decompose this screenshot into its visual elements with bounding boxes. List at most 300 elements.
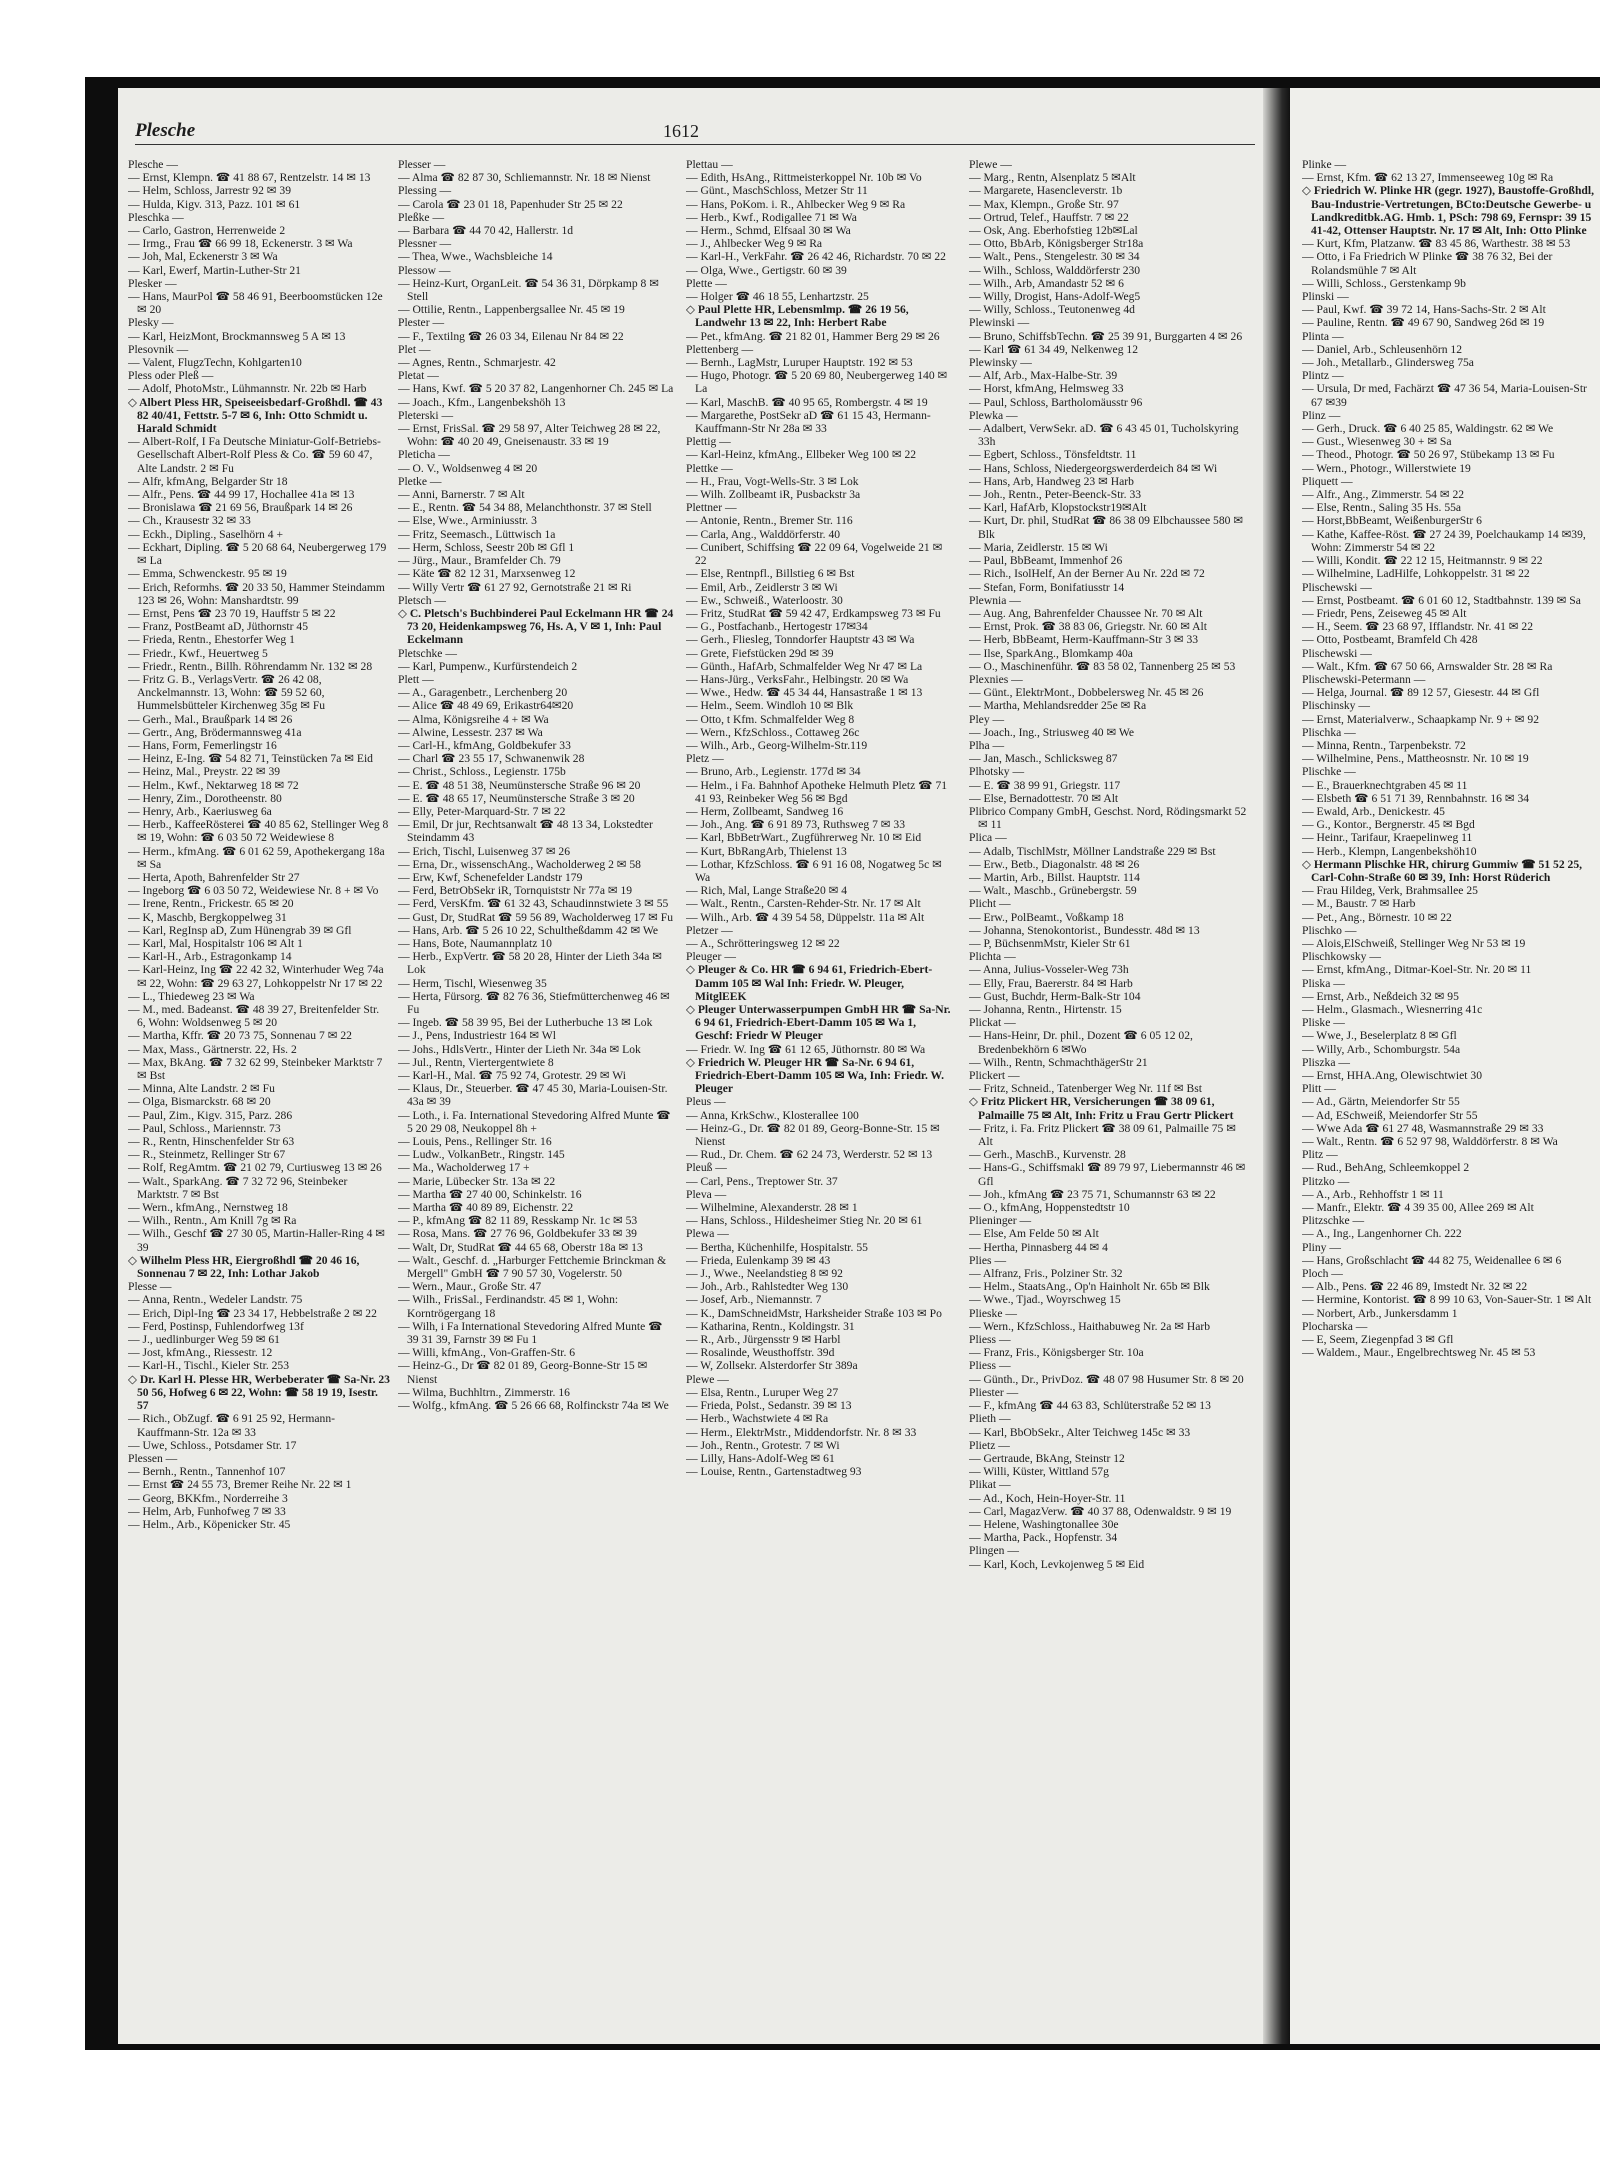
directory-entry: — Willi, Küster, Wittland 57g — [969, 1465, 1109, 1479]
directory-entry: Plischko — — [1302, 923, 1357, 937]
directory-entry: — Karl-H., Tischl., Kieler Str. 253 — [128, 1359, 290, 1373]
directory-entry: — Ferd, VersKfm. ☎ 61 32 43, Schaudinnstwiete 3 ✉ 55 — [398, 897, 669, 911]
directory-entry: — Gerh., Fliesleg, Tonndorfer Hauptstr 43 ✉ Wa — [686, 633, 915, 647]
directory-entry: — Wolfg., kfmAng. ☎ 5 26 66 68, Rolfinckstr 74a ✉ We — [398, 1399, 669, 1413]
directory-entry: — Walt., Pens., Stengelestr. 30 ✉ 34 — [969, 250, 1140, 264]
directory-entry: — Frau Hildeg, Verk, Brahmsallee 25 — [1302, 884, 1478, 898]
directory-entry: ◇ Pleuger & Co. HR ☎ 6 94 61, Friedrich-Ebert-Damm 105 ✉ Wal Inh: Friedr. W. Pleuger, MitglEEK — [686, 963, 933, 1003]
directory-entry: — Klaus, Dr., Steuerber. ☎ 47 45 30, Maria-Louisen-Str. 43a ✉ 39 — [398, 1082, 668, 1109]
directory-entry: Plischinsky — — [1302, 699, 1370, 713]
directory-entry: — E, Seem, Ziegenpfad 3 ✉ Gfl — [1302, 1333, 1454, 1347]
directory-entry: — Otto, t Kfm. Schmalfelder Weg 8 — [686, 712, 855, 726]
directory-entry: — Wern., KfzSchloss., Cottaweg 26c — [686, 725, 860, 739]
directory-entry: — Ew., Schweiß., Waterloostr. 30 — [686, 593, 843, 607]
directory-entry: — Fritz G. B., VerlagsVertr. ☎ 26 42 08, Anckelmannstr. 13, Wohn: ☎ 59 52 60, Hummelsbütteler Kirchenweg 35g ✉ Fu — [128, 672, 326, 713]
directory-entry: — Adalbert, VerwSekr. aD. ☎ 6 43 45 01, Tucholskyring 33h — [969, 422, 1239, 449]
directory-entry: — Paul, Schloss, Bartholomäusstr 96 — [969, 395, 1143, 409]
directory-entry: Plha — — [969, 738, 1005, 752]
directory-entry: — Herta, Apoth, Bahrenfelder Str 27 — [128, 870, 300, 884]
directory-entry: — Fritz, i. Fa. Fritz Plickert ☎ 38 09 61, Palmaille 75 ✉ Alt — [969, 1121, 1236, 1149]
directory-entry: — Wwe., Hedw. ☎ 45 34 44, Hansastraße 1 ✉ 13 — [686, 686, 923, 700]
directory-entry: — Bernh., LagMstr, Luruper Hauptstr. 192 ✉ 53 — [686, 356, 913, 370]
directory-entry: — Anna, Julius-Vosseler-Weg 73h — [969, 963, 1129, 977]
directory-entry: — G., Postfachanb., Hertogestr 17✉34 — [686, 620, 868, 634]
directory-column-3 — [686, 158, 956, 2010]
directory-entry: — J., uedlinburger Weg 59 ✉ 61 — [128, 1333, 280, 1347]
directory-entry: — Heinz-Kurt, OrganLeit. ☎ 54 36 31, Dörpkamp 8 ✉ Stell — [398, 276, 659, 304]
directory-entry: — Ferd, BetrObSekr iR, Tornquiststr Nr 77a ✉ 19 — [398, 884, 633, 898]
directory-entry: — Osk, Ang. Eberhofstieg 12b✉Lal — [969, 224, 1138, 238]
directory-entry: — Elly, Peter-Marquard-Str. 7 ✉ 22 — [398, 804, 566, 818]
directory-entry: — Joh., Ang. ☎ 6 91 89 73, Ruthsweg 7 ✉ 33 — [686, 818, 906, 832]
directory-entry: — Friedr., Rentn., Billh. Röhrendamm Nr. 132 ✉ 28 — [128, 659, 373, 673]
directory-entry: — Ernst, Postbeamt. ☎ 6 01 60 12, Stadtbahnstr. 139 ✉ Sa — [1302, 593, 1581, 607]
directory-entry: — Josef, Arb., Niemannstr. 7 — [686, 1293, 822, 1307]
directory-entry: — Holger ☎ 46 18 55, Lenhartzstr. 25 — [686, 290, 869, 304]
directory-entry: — Heinz-G., Dr ☎ 82 01 89, Georg-Bonne-Str 15 ✉ Nienst — [398, 1359, 648, 1386]
directory-entry: — Ewald, Arb., Denickestr. 45 — [1302, 804, 1445, 818]
directory-entry: — Otto, Postbeamt, Bramfeld Ch 428 — [1302, 633, 1478, 647]
directory-entry: — H., Seem. ☎ 23 68 97, Ifflandstr. Nr. 41 ✉ 22 — [1302, 620, 1534, 634]
directory-entry: Plesker — — [128, 276, 177, 290]
directory-entry: — Irmg., Frau ☎ 66 99 18, Eckenerstr. 3 ✉ Wa — [128, 237, 353, 251]
directory-entry: — Bronislawa ☎ 21 69 56, Braußpark 14 ✉ 26 — [128, 501, 353, 515]
directory-entry: — M., Baustr. 7 ✉ Harb — [1302, 897, 1416, 911]
directory-entry: — A., Arb., Rehhoffstr 1 ✉ 11 — [1302, 1187, 1444, 1201]
directory-entry: Plinski — — [1302, 290, 1349, 304]
directory-entry: — Pauline, Rentn. ☎ 49 67 90, Sandweg 26d ✉ 19 — [1302, 316, 1545, 330]
directory-entry: — Rud., BehAng, Schleemkoppel 2 — [1302, 1161, 1470, 1175]
directory-entry: — Ottilie, Rentn., Lappenbergsallee Nr. 45 ✉ 19 — [398, 303, 625, 317]
directory-entry: Plessen — — [128, 1451, 178, 1465]
directory-column-5 — [1302, 158, 1594, 2010]
directory-entry: — Wilh., FrisSal., Ferdinandstr. 45 ✉ 1, Wohn: Korntrögergang 18 — [398, 1293, 619, 1320]
directory-entry: — Herb., Wachstwiete 4 ✉ Ra — [686, 1412, 829, 1426]
directory-entry: — Norbert, Arb., Junkersdamm 1 — [1302, 1306, 1458, 1320]
directory-entry: — J., Ahlbecker Weg 9 ✉ Ra — [686, 237, 823, 251]
directory-entry: Plewe — — [686, 1372, 729, 1386]
directory-entry: — Ernst, Prok. ☎ 38 83 06, Griegstr. Nr. 60 ✉ Alt — [969, 620, 1207, 634]
directory-entry: — Martha ☎ 27 40 00, Schinkelstr. 16 — [398, 1187, 582, 1201]
directory-entry: — Wilhelmine, LadHilfe, Lohkoppelstr. 31 ✉ 22 — [1302, 567, 1530, 581]
directory-entry: — Wwe, J., Beselerplatz 8 ✉ Gfl — [1302, 1029, 1457, 1043]
directory-entry: — Karl, BbObSekr., Alter Teichweg 145c ✉ 33 — [969, 1425, 1191, 1439]
directory-entry: — Marie, Lübecker Str. 13a ✉ 22 — [398, 1174, 556, 1188]
directory-entry: — Fritz, Seemasch., Lüttwisch 1a — [398, 527, 556, 541]
directory-entry: — Ernst, Klempn. ☎ 41 88 67, Rentzelstr. 14 ✉ 13 — [128, 171, 371, 185]
directory-entry: — R., Steinmetz, Rellinger Str 67 — [128, 1148, 286, 1162]
directory-entry: — Erw., PolBeamt., Voßkamp 18 — [969, 910, 1124, 924]
directory-entry: Plitz — — [1302, 1148, 1338, 1162]
running-head: Plesche — [135, 120, 196, 141]
directory-entry: — Herm., ElektrMstr., Middendorfstr. Nr. 8 ✉ 33 — [686, 1425, 917, 1439]
directory-entry: — Jan, Masch., Schlicksweg 87 — [969, 752, 1118, 766]
directory-entry: — Rosalinde, Weusthoffstr. 39d — [686, 1346, 835, 1360]
directory-entry: Pliska — — [1302, 976, 1345, 990]
directory-entry: Plesser — — [398, 158, 446, 171]
directory-entry: — G., Kontor., Bergnerstr. 45 ✉ Bgd — [1302, 818, 1475, 832]
directory-entry: Plet — — [398, 342, 431, 356]
directory-entry: Plitzko — — [1302, 1174, 1350, 1188]
directory-entry: — Erna, Dr., wissenschAng., Wacholderweg 2 ✉ 58 — [398, 857, 641, 871]
directory-entry: — E., Brauerknechtgraben 45 ✉ 11 — [1302, 778, 1468, 792]
directory-entry: Plischewski — — [1302, 646, 1372, 660]
directory-entry: Pleuß — — [686, 1161, 727, 1175]
directory-entry: — Max, Klempn., Große Str. 97 — [969, 197, 1119, 211]
directory-entry: — Erw, Kwf, Schenefelder Landstr 179 — [398, 870, 583, 884]
directory-entry: — J., Wwe., Neelandstieg 8 ✉ 92 — [686, 1267, 843, 1281]
directory-entry: Plischka — — [1302, 725, 1356, 739]
directory-entry: — Helm., Seem. Windloh 10 ✉ Blk — [686, 699, 854, 713]
directory-entry: Pletat — — [398, 369, 439, 383]
directory-entry: Plischewski-Petermann — — [1302, 672, 1426, 686]
directory-entry: — Olga, Bismarckstr. 68 ✉ 20 — [128, 1095, 271, 1109]
directory-entry: — Willy Vertr ☎ 61 27 92, Gernotstraße 21 ✉ Ri — [398, 580, 632, 594]
directory-entry: — Herb., Klempn, Langenbekshöh10 — [1302, 844, 1477, 858]
directory-entry: Plessow — — [398, 263, 451, 277]
directory-entry: Plewinski — — [969, 316, 1030, 330]
directory-entry: — Herta, Fürsorg. ☎ 82 76 36, Stiefmütterchenweg 46 ✉ Fu — [398, 989, 670, 1016]
directory-entry: ◇ Fritz Plickert HR, Versicherungen ☎ 38 09 61, Palmaille 75 ✉ Alt, Inh: Fritz u Frau Gertr Plickert — [969, 1095, 1234, 1122]
directory-entry: — Wilh., Arb, Amandastr 52 ✉ 6 — [969, 276, 1124, 290]
directory-entry: — Heinz, Mal., Preystr. 22 ✉ 39 — [128, 765, 281, 779]
directory-entry: Plettau — — [686, 158, 733, 171]
directory-entry: — Anna, KrkSchw., Klosterallee 100 — [686, 1108, 859, 1122]
directory-entry: — Paul, Schloss., Mariennstr. 73 — [128, 1121, 281, 1135]
directory-entry: — Karl, HafArb, Klopstockstr19✉Alt — [969, 501, 1147, 515]
directory-entry: — Wilh., Schloss, Walddörferstr 230 — [969, 263, 1141, 277]
directory-entry: — Willi, Schloss., Gerstenkamp 9b — [1302, 276, 1466, 290]
directory-entry: — Herm, Schloss, Seestr 20b ✉ Gfl 1 — [398, 540, 575, 554]
directory-entry: — Walt., Rentn., Carsten-Rehder-Str. Nr. 17 ✉ Alt — [686, 897, 921, 911]
directory-entry: Plesky — — [128, 316, 174, 330]
directory-entry: Plischkowsky — — [1302, 950, 1381, 964]
directory-entry: — Walt, Dr, StudRat ☎ 44 65 68, Oberstr 18a ✉ 13 — [398, 1240, 643, 1254]
directory-entry: — Wilh., Rentn., Am Knill 7g ✉ Ra — [128, 1214, 297, 1228]
directory-entry: — Wwe., Tjad., Woyrschweg 15 — [969, 1293, 1121, 1307]
directory-entry: — F., Textilng ☎ 26 03 34, Eilenau Nr 84 ✉ 22 — [398, 329, 624, 343]
directory-entry: — Else, Rentn., Saling 35 Hs. 55a — [1302, 501, 1462, 515]
directory-entry: — Heinr., Tarifaur, Kraepelinweg 11 — [1302, 831, 1473, 845]
directory-entry: — Bruno, SchiffsbTechn. ☎ 25 39 91, Burggarten 4 ✉ 26 — [969, 329, 1243, 343]
directory-entry: — Carlo, Gastron, Herrenweide 2 — [128, 224, 286, 238]
directory-entry: — Wilh. Zollbeamt iR, Pusbackstr 3a — [686, 488, 861, 502]
directory-entry: Pley — — [969, 712, 1005, 726]
directory-entry: Pless oder Pleß — — [128, 369, 214, 383]
directory-entry: — Henry, Arb., Kaeriusweg 6a — [128, 804, 272, 818]
directory-entry: — Gerh., MaschB., Kurvenstr. 28 — [969, 1148, 1126, 1162]
page-number: 1612 — [663, 121, 699, 141]
directory-entry: ◇ Friedrich W. Plinke HR (gegr. 1927), Baustoffe-Großhdl, Bau-Industrie-Vertretungen, BCto:Deutsche Gewerbe- u Landkreditbk.AG. Hmb. 1, PSch: 798 69, Fernspr: 39 15 41-42, Ottenser Hauptstr. Nr. 17 ✉ Alt, Inh: Otto Plinke — [1302, 184, 1594, 238]
directory-entry: — F., kfmAng ☎ 44 63 83, Schlüterstraße 52 ✉ 13 — [969, 1399, 1211, 1413]
directory-entry: ◇ C. Pletsch's Buchbinderei Paul Eckelmann HR ☎ 24 73 20, Heidenkampsweg 76, Hs. A, V ✉ 1, Inh: Paul Eckelmann — [398, 606, 674, 647]
directory-entry: Plettner — — [686, 501, 737, 515]
directory-entry: — Martha, Mehlandsredder 25e ✉ Ra — [969, 699, 1147, 713]
directory-entry: — Helm, Arb, Funhofweg 7 ✉ 33 — [128, 1504, 286, 1518]
directory-entry: — Herb., ExpVertr. ☎ 58 20 28, Hinter der Lieth 34a ✉ Lok — [398, 950, 663, 977]
directory-entry: — Anni, Barnerstr. 7 ✉ Alt — [398, 488, 525, 502]
directory-entry: — Minna, Alte Landstr. 2 ✉ Fu — [128, 1082, 275, 1096]
directory-entry: Plickat — — [969, 1016, 1016, 1030]
page-header — [135, 118, 1255, 145]
directory-entry: — Elsa, Rentn., Luruper Weg 27 — [686, 1385, 839, 1399]
directory-entry: — Olga, Wwe., Gertigstr. 60 ✉ 39 — [686, 263, 847, 277]
directory-entry: — Else, Am Felde 50 ✉ Alt — [969, 1227, 1099, 1241]
directory-entry: — O., Maschinenführ. ☎ 83 58 02, Tannenberg 25 ✉ 53 — [969, 659, 1236, 673]
directory-entry: — Alice ☎ 48 49 69, Erikastr64✉20 — [398, 699, 574, 713]
directory-entry: — Walt., Maschb., Grünebergstr. 59 — [969, 884, 1137, 898]
directory-entry: — Martha, Kffr. ☎ 20 73 75, Sonnenau 7 ✉ 22 — [128, 1029, 352, 1043]
directory-entry: — Alfranz, Fris., Polziner Str. 32 — [969, 1267, 1123, 1281]
directory-entry: — Anna, Rentn., Wedeler Landstr. 75 — [128, 1293, 303, 1307]
directory-entry: — Johs., HdlsVertr., Hinter der Lieth Nr. 34a ✉ Lok — [398, 1042, 641, 1056]
directory-entry: — K, Maschb, Bergkoppelweg 31 — [128, 910, 287, 924]
directory-entry: — Adolf, PhotoMstr., Lühmannstr. Nr. 22b ✉ Harb — [128, 382, 367, 396]
directory-entry: — Willi, Kondit. ☎ 22 12 15, Heitmannstr. 9 ✉ 22 — [1302, 554, 1543, 568]
directory-entry: Plies — — [969, 1253, 1007, 1267]
directory-entry: — Loth., i. Fa. International Stevedoring Alfred Munte ☎ 5 20 29 08, Neukoppel 8h + — [398, 1108, 671, 1135]
directory-entry: Pliquett — — [1302, 474, 1353, 488]
directory-entry: — Gertraude, BkAng, Steinstr 12 — [969, 1451, 1125, 1465]
directory-entry: — Karl, Ewerf, Martin-Luther-Str 21 — [128, 263, 301, 277]
directory-entry: — Willy, Arb., Schomburgstr. 54a — [1302, 1042, 1461, 1056]
directory-entry: — Wilh., Rentn, SchmachthägerStr 21 — [969, 1055, 1148, 1069]
directory-entry: — M., med. Badeanst. ☎ 48 39 27, Breitenfelder Str. 6, Wohn: Woldsenweg 5 ✉ 20 — [128, 1003, 380, 1030]
directory-entry: Plibrico Company GmbH, Geschst. Nord, Rödingsmarkt 52 ✉ 11 — [969, 804, 1247, 832]
directory-entry: — Hans, Arb, Handweg 23 ✉ Harb — [969, 474, 1134, 488]
directory-entry: — Kurt, Kfm, Platzanw. ☎ 83 45 86, Warthestr. 38 ✉ 53 — [1302, 237, 1571, 251]
directory-entry: — Ilse, SparkAng., Blomkamp 40a — [969, 646, 1133, 660]
directory-entry: — Ernst, Pens ☎ 23 70 19, Hauffstr 5 ✉ 22 — [128, 606, 336, 620]
directory-entry: Pleßke — — [398, 210, 445, 224]
directory-entry: — O. V., Woldsenweg 4 ✉ 20 — [398, 461, 538, 475]
directory-entry: — Adalb, TischlMstr, Möllner Landstraße 229 ✉ Bst — [969, 844, 1216, 858]
directory-entry: — Karl, MaschB. ☎ 40 95 65, Rombergstr. 4 ✉ 19 — [686, 395, 928, 409]
directory-entry: — Elsbeth ☎ 6 51 71 39, Rennbahnstr. 16 ✉ 34 — [1302, 791, 1530, 805]
directory-entry: — Günth., HafArb, Schmalfelder Weg Nr 47 ✉ La — [686, 659, 923, 673]
directory-entry: — L., Thiedeweg 23 ✉ Wa — [128, 989, 255, 1003]
directory-entry: — Käte ☎ 82 12 31, Marxsenweg 12 — [398, 567, 576, 581]
directory-entry: — Herb, BbBeamt, Herm-Kauffmann-Str 3 ✉ 33 — [969, 633, 1199, 647]
directory-entry: Pletke — — [398, 474, 442, 488]
directory-entry: — Jul., Rentn, Viertergentwiete 8 — [398, 1055, 554, 1069]
directory-entry: — Alb., Pens. ☎ 22 46 89, Imstedt Nr. 32 ✉ 22 — [1302, 1280, 1528, 1294]
directory-entry: Plintz — — [1302, 369, 1344, 383]
directory-entry: — Pet., Ang., Börnestr. 10 ✉ 22 — [1302, 910, 1452, 924]
directory-entry: — Wern., Photogr., Willerstwiete 19 — [1302, 461, 1471, 475]
directory-entry: — Fritz, Schneid., Tatenberger Weg Nr. 11f ✉ Bst — [969, 1082, 1202, 1096]
directory-entry: — Hans, PoKom. i. R., Ahlbecker Weg 9 ✉ Ra — [686, 197, 906, 211]
directory-entry: Plichta — — [969, 950, 1016, 964]
directory-entry: Pliester — — [969, 1385, 1019, 1399]
directory-entry: — Margarethe, PostSekr aD ☎ 61 15 43, Hermann-Kauffmann-Str Nr 28a ✉ 33 — [686, 408, 931, 436]
directory-entry: — Ad., Koch, Hein-Hoyer-Str. 11 — [969, 1491, 1126, 1505]
directory-entry: — Antonie, Rentn., Bremer Str. 116 — [686, 514, 853, 528]
directory-entry: ◇ Dr. Karl H. Plesse HR, Werbeberater ☎ Sa-Nr. 23 50 56, Hofweg 6 ✉ 22, Wohn: ☎ 58 19 19, Isestr. 57 — [128, 1372, 390, 1413]
directory-entry: Plexnies — — [969, 672, 1023, 686]
directory-entry: — E. ☎ 48 51 38, Neumünstersche Straße 96 ✉ 20 — [398, 778, 641, 792]
directory-entry: Pliske — — [1302, 1016, 1345, 1030]
directory-entry: — Wern., KfzSchloss., Haithabuweg Nr. 2a ✉ Harb — [969, 1319, 1211, 1333]
directory-entry: — Martha ☎ 40 89 89, Eichenstr. 22 — [398, 1201, 574, 1215]
directory-entry: Plischewski — — [1302, 580, 1372, 594]
directory-entry: Plocharska — — [1302, 1319, 1368, 1333]
book-gutter — [1263, 88, 1290, 2044]
directory-entry: — Ma., Wacholderweg 17 + — [398, 1161, 530, 1175]
directory-entry: — Ernst, Materialverw., Schaapkamp Nr. 9 + ✉ 92 — [1302, 712, 1540, 726]
directory-entry: — Karl ☎ 61 34 49, Nelkenweg 12 — [969, 342, 1138, 356]
directory-entry: — Heinz, E-Ing. ☎ 54 82 71, Teinstücken 7a ✉ Eid — [128, 752, 373, 766]
directory-entry: Plieske — — [969, 1306, 1017, 1320]
directory-entry: — Rich, Mal, Lange Straße20 ✉ 4 — [686, 884, 848, 898]
directory-entry: — K., DamSchneidMstr, Harksheider Straße 103 ✉ Po — [686, 1306, 942, 1320]
directory-entry: — Günth., Dr., PrivDoz. ☎ 48 07 98 Husumer Str. 8 ✉ 20 — [969, 1372, 1244, 1386]
directory-entry: — Walt., Kfm. ☎ 67 50 66, Arnswalder Str. 28 ✉ Ra — [1302, 659, 1553, 673]
directory-entry: Ploch — — [1302, 1267, 1343, 1281]
directory-entry: Pliszka — — [1302, 1055, 1350, 1069]
directory-entry: — Helene, Washingtonallee 30e — [969, 1517, 1119, 1531]
directory-entry: — E. ☎ 48 65 17, Neumünstersche Straße 3 ✉ 20 — [398, 791, 635, 805]
directory-entry: — Rich., IsolHelf, An der Berner Au Nr. 22d ✉ 72 — [969, 567, 1205, 581]
directory-entry: — Paul, BbBeamt, Immenhof 26 — [969, 554, 1123, 568]
directory-entry: — Erich, Reformhs. ☎ 20 33 50, Hammer Steindamm 123 ✉ 26, Wohn: Manshardtstr. 99 — [128, 580, 385, 607]
directory-entry: Plessner — — [398, 237, 452, 251]
directory-entry: — Karl-Heinz, Ing ☎ 22 42 32, Winterhuder Weg 74a ✉ 22, Wohn: ☎ 29 63 27, Lohkoppelstr Nr 17 ✉ 22 — [128, 963, 384, 990]
directory-entry: — Hermine, Kontorist. ☎ 8 99 10 63, Von-Sauer-Str. 1 ✉ Alt — [1302, 1293, 1592, 1307]
directory-entry: — Christ., Schloss., Legienstr. 175b — [398, 765, 566, 779]
directory-entry: Plewa — — [686, 1227, 729, 1241]
directory-entry: — H., Frau, Vogt-Wells-Str. 3 ✉ Lok — [686, 474, 859, 488]
directory-entry: — Elly, Frau, Baererstr. 84 ✉ Harb — [969, 976, 1133, 990]
directory-entry: Plesse — — [128, 1280, 172, 1294]
directory-entry: Plica — — [969, 831, 1007, 845]
directory-entry: — Agnes, Rentn., Schmarjestr. 42 — [398, 356, 556, 370]
directory-entry: Plettenberg — — [686, 342, 754, 356]
directory-entry: Plinta — — [1302, 329, 1344, 343]
directory-entry: — Hertha, Pinnasberg 44 ✉ 4 — [969, 1240, 1108, 1254]
directory-entry: — Helm., StaatsAng., Op'n Hainholt Nr. 65b ✉ Blk — [969, 1280, 1210, 1294]
directory-entry: — Jürg., Maur., Bramfelder Ch. 79 — [398, 554, 561, 568]
directory-entry: — Walt., SparkAng. ☎ 7 32 72 96, Steinbeker Marktstr. 7 ✉ Bst — [128, 1174, 348, 1201]
directory-entry: — Joh., kfmAng ☎ 23 75 71, Schumannstr 63 ✉ 22 — [969, 1187, 1216, 1201]
directory-entry: Plinz — — [1302, 408, 1341, 422]
directory-entry: Pleschka — — [128, 210, 184, 224]
directory-entry: — Otto, i Fa Friedrich W Plinke ☎ 38 76 32, Bei der Rolandsmühle 7 ✉ Alt — [1302, 250, 1553, 277]
directory-entry: — Helga, Journal. ☎ 89 12 57, Giesestr. 44 ✉ Gfl — [1302, 686, 1540, 700]
directory-entry: — Kurt, Dr. phil, StudRat ☎ 86 38 09 Elbchaussee 580 ✉ Blk — [969, 514, 1244, 541]
directory-entry: — Wilhelmine, Alexanderstr. 28 ✉ 1 — [686, 1201, 858, 1215]
directory-entry: Plewe — — [969, 158, 1012, 171]
directory-entry: Plesche — — [128, 158, 178, 171]
directory-entry: — Cunibert, Schiffsing ☎ 22 09 64, Vogelweide 21 ✉ 22 — [686, 540, 943, 568]
directory-entry: — Katharina, Rentn., Koldingstr. 31 — [686, 1319, 855, 1333]
directory-entry: — Wilh., Arb. ☎ 4 39 54 58, Düppelstr. 11a ✉ Alt — [686, 910, 925, 924]
directory-entry: — Gertr., Ang, Brödermannsweg 41a — [128, 725, 302, 739]
directory-entry: Plischke — — [1302, 765, 1356, 779]
directory-entry: — O., kfmAng, Hoppenstedtstr 10 — [969, 1201, 1130, 1215]
directory-entry: ◇ Albert Pless HR, Speiseeisbedarf-Großhdl. ☎ 43 82 40/41, Fettstr. 5-7 ✉ 6, Inh: Otto Schmidt u. Harald Schmidt — [128, 395, 383, 436]
directory-entry: — Stefan, Form, Bonifatiusstr 14 — [969, 580, 1125, 594]
directory-entry: — R., Arb., Jürgensstr 9 ✉ Harbl — [686, 1333, 841, 1347]
directory-entry: — Helm., Arb., Köpenicker Str. 45 — [128, 1517, 291, 1531]
directory-entry: — Minna, Rentn., Tarpenbekstr. 72 — [1302, 738, 1466, 752]
directory-entry: — Wilh., Arb., Georg-Wilhelm-Str.119 — [686, 738, 868, 752]
directory-entry: — Manfr., Elektr. ☎ 4 39 35 00, Allee 269 ✉ Alt — [1302, 1201, 1534, 1215]
directory-entry: — Margarete, Hasencleverstr. 1b — [969, 184, 1123, 198]
directory-column-2 — [398, 158, 674, 2010]
directory-entry: — Louise, Rentn., Gartenstadtweg 93 — [686, 1465, 862, 1479]
directory-entry: — Alfr., Pens. ☎ 44 99 17, Hochallee 41a ✉ 13 — [128, 488, 355, 502]
directory-entry: — Herb., Kwf., Rodigallee 71 ✉ Wa — [686, 210, 857, 224]
directory-entry: — Carola ☎ 23 01 18, Papenhuder Str 25 ✉ 22 — [398, 197, 623, 211]
directory-entry: — P, BüchsenmMstr, Kieler Str 61 — [969, 936, 1131, 950]
directory-entry: — Else, Bernadottestr. 70 ✉ Alt — [969, 791, 1119, 805]
directory-entry: — Ernst, kfmAng., Ditmar-Koel-Str. Nr. 20 ✉ 11 — [1302, 963, 1532, 977]
directory-entry: — Rolf, RegAmtm. ☎ 21 02 79, Curtiusweg 13 ✉ 26 — [128, 1161, 382, 1175]
directory-entry: — E. ☎ 38 99 91, Griegstr. 117 — [969, 778, 1121, 792]
directory-entry: — E., Rentn. ☎ 54 34 88, Melanchthonstr. 37 ✉ Stell — [398, 501, 652, 515]
directory-entry: — Max, BkAng. ☎ 7 32 62 99, Steinbeker Marktstr 7 ✉ Bst — [128, 1055, 383, 1083]
directory-entry: ◇ Wilhelm Pless HR, Eiergroßhdl ☎ 20 46 16, Sonnenau 7 ✉ 22, Inh: Lothar Jakob — [128, 1253, 360, 1281]
directory-entry: — Herm, Zollbeamt, Sandweg 16 — [686, 804, 844, 818]
directory-entry: — Hans, Form, Femerlingstr 16 — [128, 738, 277, 752]
directory-entry: — Willy, Schloss., Teutonenweg 4d — [969, 303, 1135, 317]
directory-entry: — Emil, Dr jur, Rechtsanwalt ☎ 48 13 34, Lokstedter Steindamm 43 — [398, 818, 653, 845]
directory-entry: — Frieda, Eulenkamp 39 ✉ 43 — [686, 1253, 831, 1267]
directory-entry: — Franz, Fris., Königsberger Str. 10a — [969, 1346, 1144, 1360]
directory-entry: — Horst,BbBeamt, WeißenburgerStr 6 — [1302, 514, 1482, 528]
directory-entry: — Karl, Mal, Hospitalstr 106 ✉ Alt 1 — [128, 936, 303, 950]
directory-entry: — Joh., Rentn., Grotestr. 7 ✉ Wi — [686, 1438, 840, 1452]
directory-entry: — Edith, HsAng., Rittmeisterkoppel Nr. 10b ✉ Vo — [686, 171, 922, 185]
directory-entry: — Aug. Ang, Bahrenfelder Chaussee Nr. 70 ✉ Alt — [969, 606, 1203, 620]
directory-entry: — Alf, Arb., Max-Halbe-Str. 39 — [969, 369, 1118, 383]
directory-entry: — Walt., Rentn. ☎ 6 52 97 98, Walddörferstr. 8 ✉ Wa — [1302, 1135, 1558, 1149]
directory-entry: — Karl-H., Arb., Estragonkamp 14 — [128, 950, 292, 964]
directory-entry: — Ludw., VolkanBetr., Ringstr. 145 — [398, 1148, 565, 1162]
directory-entry: — Hans-G., Schiffsmakl ☎ 89 79 97, Liebermannstr 46 ✉ Gfl — [969, 1161, 1246, 1188]
directory-entry: Plickert — — [969, 1069, 1020, 1083]
directory-entry: — Karl, Pumpenw., Kurfürstendeich 2 — [398, 659, 578, 673]
directory-entry: — Alma ☎ 82 87 30, Schliemannstr. Nr. 18 ✉ Nienst — [398, 171, 651, 185]
directory-entry: — Ernst, FrisSal. ☎ 29 58 97, Alter Teichweg 28 ✉ 22, Wohn: ☎ 40 20 49, Gneisenaustr. 33 ✉ 19 — [398, 422, 661, 449]
directory-entry: — Joach., Kfm., Langenbekshöh 13 — [398, 395, 566, 409]
directory-entry: — Daniel, Arb., Schleusenhörn 12 — [1302, 342, 1463, 356]
directory-entry: — Friedr. W. Ing ☎ 61 12 65, Jüthornstr. 80 ✉ Wa — [686, 1042, 926, 1056]
directory-entry: — Rosa, Mans. ☎ 27 76 96, Goldbekufer 33 ✉ 39 — [398, 1227, 637, 1241]
directory-entry: Plikat — — [969, 1478, 1011, 1492]
directory-entry: Plieth — — [969, 1412, 1011, 1426]
directory-entry: Plewnia — — [969, 593, 1021, 607]
directory-column-4 — [969, 158, 1249, 2010]
directory-entry: — Karl-Heinz, kfmAng., Ellbeker Weg 100 ✉ 22 — [686, 448, 917, 462]
directory-entry: — Thea, Wwe., Wachsbleiche 14 — [398, 250, 553, 264]
directory-entry: — Rud., Dr. Chem. ☎ 62 24 73, Werderstr. 52 ✉ 13 — [686, 1148, 933, 1162]
directory-entry: — Else, Rentnpfl., Billstieg 6 ✉ Bst — [686, 567, 855, 581]
directory-entry: — Johanna, Stenokontorist., Bundesstr. 48d ✉ 13 — [969, 923, 1200, 937]
directory-entry: — Erich, Dipl-Ing ☎ 23 34 17, Hebbelstraße 2 ✉ 22 — [128, 1306, 377, 1320]
directory-entry: — Ursula, Dr med, Fachärzt ☎ 47 36 54, Maria-Louisen-Str 67 ✉39 — [1302, 382, 1587, 409]
directory-entry: Plettke — — [686, 461, 733, 475]
directory-entry: — R., Rentn, Hinschenfelder Str 63 — [128, 1135, 295, 1149]
directory-entry: — Hans-Jürg., VerksFahr., Helbingstr. 20 ✉ Wa — [686, 672, 909, 686]
directory-entry: — W, Zollsekr. Alsterdorfer Str 389a — [686, 1359, 858, 1373]
directory-entry: — Louis, Pens., Rellinger Str. 16 — [398, 1135, 552, 1149]
directory-entry: Pletz — — [686, 752, 724, 766]
directory-entry: — Wilhelmine, Pens., Mattheosnstr. Nr. 10 ✉ 19 — [1302, 752, 1529, 766]
directory-entry: — Martin, Arb., Billst. Hauptstr. 114 — [969, 870, 1140, 884]
directory-entry: — Friedr, Pens, Zeiseweg 45 ✉ Alt — [1302, 606, 1467, 620]
